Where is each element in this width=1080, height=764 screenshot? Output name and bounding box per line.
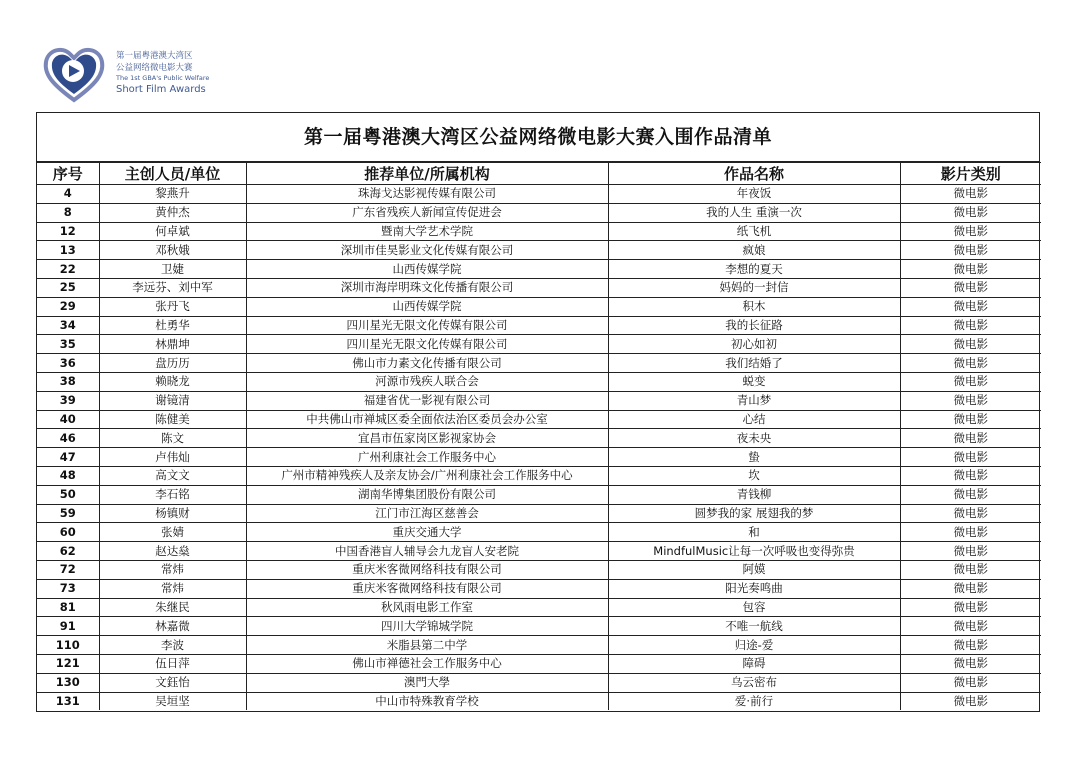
row-creator: 赵达燊 (99, 542, 246, 561)
row-number: 29 (37, 297, 99, 316)
row-creator: 文鈺怡 (99, 673, 246, 692)
row-organization: 四川星光无限文化传媒有限公司 (246, 316, 608, 335)
row-organization: 福建省优一影视有限公司 (246, 391, 608, 410)
row-creator: 李波 (99, 636, 246, 655)
row-number: 72 (37, 560, 99, 579)
row-creator: 陈文 (99, 429, 246, 448)
row-number: 91 (37, 617, 99, 636)
row-number: 4 (37, 185, 99, 204)
row-creator: 黄仲杰 (99, 203, 246, 222)
row-category: 微电影 (900, 391, 1041, 410)
row-work-title: 障碍 (608, 654, 900, 673)
table-row (37, 485, 1041, 504)
row-number: 39 (37, 391, 99, 410)
row-category: 微电影 (900, 692, 1041, 710)
row-category: 微电影 (900, 260, 1041, 279)
row-category: 微电影 (900, 636, 1041, 655)
row-organization: 佛山市力素文化传播有限公司 (246, 354, 608, 373)
row-organization: 四川大学锦城学院 (246, 617, 608, 636)
row-organization: 山西传媒学院 (246, 260, 608, 279)
table-row (37, 297, 1041, 316)
row-work-title: 我们结婚了 (608, 354, 900, 373)
row-number: 130 (37, 673, 99, 692)
row-category: 微电影 (900, 542, 1041, 561)
row-work-title: 我的长征路 (608, 316, 900, 335)
table-row (37, 598, 1041, 617)
row-work-title: 不唯一航线 (608, 617, 900, 636)
table-row (37, 523, 1041, 542)
table-body (37, 185, 1041, 711)
row-category: 微电影 (900, 429, 1041, 448)
row-number: 110 (37, 636, 99, 655)
row-organization: 宜昌市伍家岗区影视家协会 (246, 429, 608, 448)
row-category: 微电影 (900, 410, 1041, 429)
row-category: 微电影 (900, 448, 1041, 467)
row-organization: 中国香港盲人辅导会九龙盲人安老院 (246, 542, 608, 561)
row-creator: 常炜 (99, 560, 246, 579)
table-header-row (37, 163, 1041, 185)
row-number: 36 (37, 354, 99, 373)
row-number: 62 (37, 542, 99, 561)
row-creator: 林鼎坤 (99, 335, 246, 354)
row-organization: 珠海戈达影视传媒有限公司 (246, 185, 608, 204)
row-creator: 常炜 (99, 579, 246, 598)
row-creator: 卢伟灿 (99, 448, 246, 467)
row-organization: 中共佛山市禅城区委全面依法治区委员会办公室 (246, 410, 608, 429)
row-work-title: 积木 (608, 297, 900, 316)
row-number: 59 (37, 504, 99, 523)
row-number: 35 (37, 335, 99, 354)
row-number: 81 (37, 598, 99, 617)
row-organization: 秋风雨电影工作室 (246, 598, 608, 617)
row-organization: 山西传媒学院 (246, 297, 608, 316)
row-number: 34 (37, 316, 99, 335)
row-number: 13 (37, 241, 99, 260)
table-row (37, 354, 1041, 373)
row-creator: 盘历历 (99, 354, 246, 373)
table-row (37, 636, 1041, 655)
row-work-title: 疯娘 (608, 241, 900, 260)
row-category: 微电影 (900, 673, 1041, 692)
row-number: 47 (37, 448, 99, 467)
row-category: 微电影 (900, 278, 1041, 297)
row-category: 微电影 (900, 466, 1041, 485)
row-work-title: 蛰 (608, 448, 900, 467)
table-row (37, 372, 1041, 391)
row-creator: 陈健美 (99, 410, 246, 429)
row-creator: 杨镇财 (99, 504, 246, 523)
row-organization: 四川星光无限文化传媒有限公司 (246, 335, 608, 354)
header-work-title: 作品名称 (608, 163, 900, 185)
row-category: 微电影 (900, 335, 1041, 354)
row-work-title: 我的人生 重演一次 (608, 203, 900, 222)
row-organization: 重庆米客微网络科技有限公司 (246, 579, 608, 598)
row-organization: 澳門大學 (246, 673, 608, 692)
row-work-title: 青钱柳 (608, 485, 900, 504)
row-number: 46 (37, 429, 99, 448)
row-creator: 李远芬、刘中军 (99, 278, 246, 297)
row-creator: 林嘉微 (99, 617, 246, 636)
row-work-title: 夜未央 (608, 429, 900, 448)
table-row (37, 203, 1041, 222)
finalist-table (37, 162, 1041, 710)
row-work-title: 心结 (608, 410, 900, 429)
row-number: 121 (37, 654, 99, 673)
table-row (37, 316, 1041, 335)
row-creator: 张婧 (99, 523, 246, 542)
row-category: 微电影 (900, 354, 1041, 373)
row-creator: 朱继民 (99, 598, 246, 617)
row-creator: 黎燕升 (99, 185, 246, 204)
row-number: 60 (37, 523, 99, 542)
header-creator: 主创人员/单位 (99, 163, 246, 185)
row-work-title: 归途-爱 (608, 636, 900, 655)
row-organization: 广州市精神残疾人及亲友协会/广州利康社会工作服务中心 (246, 466, 608, 485)
table-row (37, 410, 1041, 429)
row-work-title: 年夜饭 (608, 185, 900, 204)
row-category: 微电影 (900, 185, 1041, 204)
table-row (37, 278, 1041, 297)
row-creator: 吴垣坚 (99, 692, 246, 710)
row-number: 38 (37, 372, 99, 391)
row-number: 25 (37, 278, 99, 297)
row-category: 微电影 (900, 203, 1041, 222)
row-creator: 伍日萍 (99, 654, 246, 673)
row-category: 微电影 (900, 222, 1041, 241)
row-creator: 杜勇华 (99, 316, 246, 335)
row-work-title: 爱·前行 (608, 692, 900, 710)
row-creator: 卫婕 (99, 260, 246, 279)
row-work-title: 阳光奏鸣曲 (608, 579, 900, 598)
row-number: 12 (37, 222, 99, 241)
row-creator: 张丹飞 (99, 297, 246, 316)
row-creator: 赖晓龙 (99, 372, 246, 391)
row-organization: 米脂县第二中学 (246, 636, 608, 655)
row-work-title: 纸飞机 (608, 222, 900, 241)
row-creator: 何卓斌 (99, 222, 246, 241)
row-organization: 暨南大学艺术学院 (246, 222, 608, 241)
finalist-list-sheet (36, 112, 1040, 712)
row-work-title: 圆梦我的家 展翅我的梦 (608, 504, 900, 523)
row-work-title: 乌云密布 (608, 673, 900, 692)
row-work-title: 坎 (608, 466, 900, 485)
table-row (37, 654, 1041, 673)
row-category: 微电影 (900, 241, 1041, 260)
heart-play-logo-icon (42, 44, 106, 104)
table-row (37, 185, 1041, 204)
row-work-title: MindfulMusic让每一次呼吸也变得弥贵 (608, 542, 900, 561)
row-number: 22 (37, 260, 99, 279)
table-row (37, 448, 1041, 467)
row-category: 微电影 (900, 316, 1041, 335)
row-organization: 江门市江海区慈善会 (246, 504, 608, 523)
header-category: 影片类别 (900, 163, 1041, 185)
row-organization: 深圳市海岸明珠文化传播有限公司 (246, 278, 608, 297)
row-organization: 河源市残疾人联合会 (246, 372, 608, 391)
award-logo (42, 44, 242, 104)
row-work-title: 和 (608, 523, 900, 542)
table-row (37, 692, 1041, 710)
row-organization: 广州利康社会工作服务中心 (246, 448, 608, 467)
row-category: 微电影 (900, 523, 1041, 542)
table-row (37, 542, 1041, 561)
row-work-title: 青山梦 (608, 391, 900, 410)
row-organization: 重庆交通大学 (246, 523, 608, 542)
row-work-title: 蜕变 (608, 372, 900, 391)
row-category: 微电影 (900, 654, 1041, 673)
row-creator: 邓秋娥 (99, 241, 246, 260)
row-work-title: 阿嫫 (608, 560, 900, 579)
row-work-title: 包容 (608, 598, 900, 617)
table-row (37, 260, 1041, 279)
table-row (37, 673, 1041, 692)
table-row (37, 560, 1041, 579)
row-category: 微电影 (900, 617, 1041, 636)
row-number: 50 (37, 485, 99, 504)
row-organization: 重庆米客微网络科技有限公司 (246, 560, 608, 579)
row-work-title: 初心如初 (608, 335, 900, 354)
row-category: 微电影 (900, 485, 1041, 504)
row-category: 微电影 (900, 504, 1041, 523)
table-row (37, 429, 1041, 448)
row-number: 40 (37, 410, 99, 429)
row-organization: 广东省残疾人新闻宣传促进会 (246, 203, 608, 222)
row-category: 微电影 (900, 372, 1041, 391)
header-number: 序号 (37, 163, 99, 185)
table-row (37, 466, 1041, 485)
row-organization: 佛山市禅德社会工作服务中心 (246, 654, 608, 673)
header-organization: 推荐单位/所属机构 (246, 163, 608, 185)
row-creator: 谢镜清 (99, 391, 246, 410)
table-row (37, 391, 1041, 410)
page-title: 第一届粤港澳大湾区公益网络微电影大赛入围作品清单 (37, 113, 1039, 162)
table-row (37, 241, 1041, 260)
table-row (37, 579, 1041, 598)
row-number: 48 (37, 466, 99, 485)
row-number: 131 (37, 692, 99, 710)
row-category: 微电影 (900, 560, 1041, 579)
row-organization: 深圳市佳昊影业文化传媒有限公司 (246, 241, 608, 260)
row-organization: 中山市特殊教育学校 (246, 692, 608, 710)
row-organization: 湖南华博集团股份有限公司 (246, 485, 608, 504)
logo-english-line-2: Short Film Awards (116, 84, 206, 95)
row-creator: 李石铭 (99, 485, 246, 504)
table-row (37, 617, 1041, 636)
row-number: 73 (37, 579, 99, 598)
table-row (37, 504, 1041, 523)
row-category: 微电影 (900, 598, 1041, 617)
row-category: 微电影 (900, 579, 1041, 598)
table-row (37, 222, 1041, 241)
row-category: 微电影 (900, 297, 1041, 316)
logo-title-line-1: 第一届粤港澳大湾区 (116, 51, 193, 61)
row-creator: 高文文 (99, 466, 246, 485)
row-work-title: 妈妈的一封信 (608, 278, 900, 297)
row-number: 8 (37, 203, 99, 222)
table-row (37, 335, 1041, 354)
logo-title-line-2: 公益网络微电影大赛 (116, 63, 193, 73)
logo-english-line-1: The 1st GBA's Public Welfare (116, 74, 210, 82)
row-work-title: 李想的夏天 (608, 260, 900, 279)
